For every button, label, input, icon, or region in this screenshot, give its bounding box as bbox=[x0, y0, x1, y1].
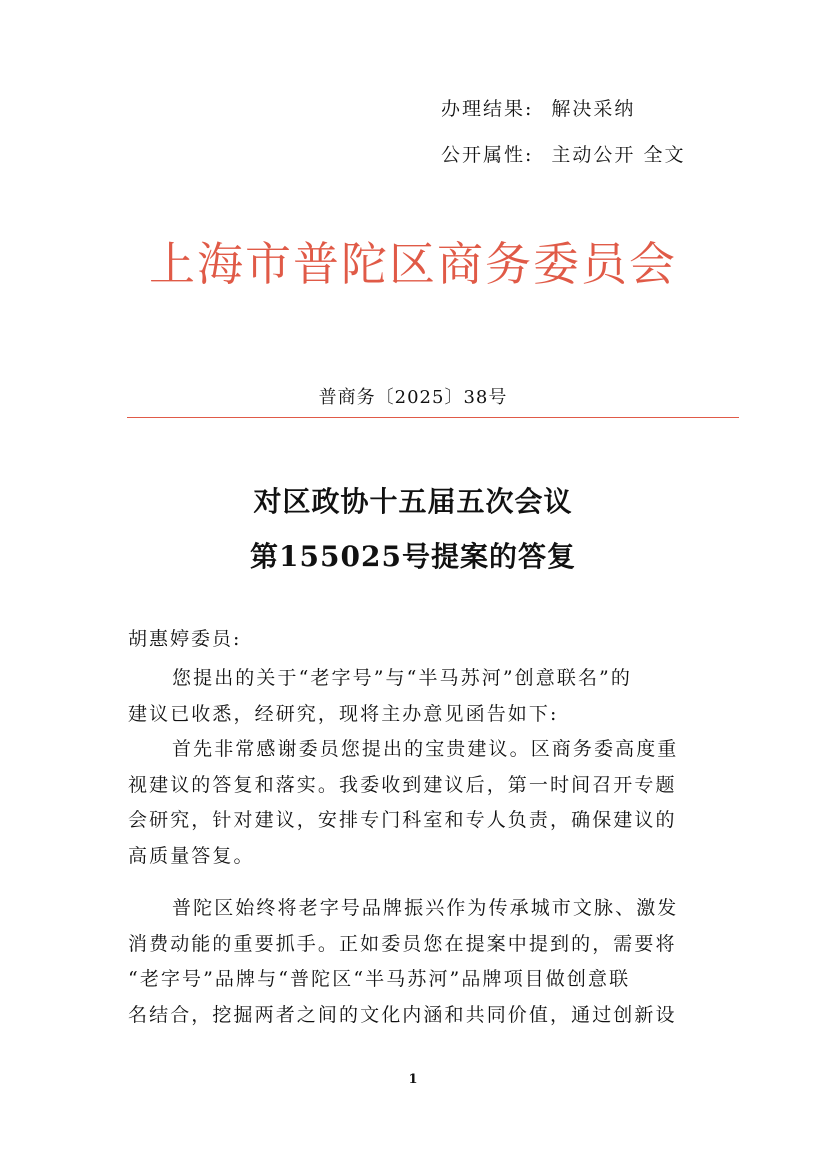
document-title-line-1: 对区政协十五届五次会议 bbox=[253, 485, 573, 518]
paragraph-line: 您提出的关于“老字号”与“半马苏河”创意联名”的 bbox=[172, 667, 632, 689]
paragraph-line: 首先非常感谢委员您提出的宝贵建议。区商务委高度重 bbox=[172, 738, 679, 760]
handling-result-label: 办理结果: bbox=[441, 98, 534, 120]
red-separator-line bbox=[127, 417, 739, 418]
body-paragraph-1 bbox=[128, 661, 708, 732]
body-paragraph-3 bbox=[128, 891, 708, 1033]
paragraph-line: 普陀区始终将老字号品牌振兴作为传承城市文脉、激发 bbox=[172, 897, 679, 919]
handling-result-row bbox=[441, 94, 635, 121]
paragraph-line: “老字号”品牌与“普陀区“半马苏河”品牌项目做创意联 bbox=[128, 968, 631, 990]
paragraph-line: 名结合，挖掘两者之间的文化内涵和共同价值，通过创新设 bbox=[128, 1003, 677, 1026]
issuing-authority-masthead: 上海市普陀区商务委员会 bbox=[149, 237, 677, 291]
disclosure-attribute-label: 公开属性: bbox=[441, 144, 534, 166]
paragraph-line: 消费动能的重要抓手。正如委员您在提案中提到的，需要将 bbox=[128, 932, 677, 955]
paragraph-line: 会研究，针对建议，安排专门科室和专人负责，确保建议的 bbox=[128, 809, 677, 831]
paragraph-line: 高质量答复。 bbox=[128, 844, 255, 867]
document-title-line-2: 第155025号提案的答复 bbox=[250, 540, 576, 573]
document-number: 普商务〔2025〕38号 bbox=[318, 387, 508, 408]
disclosure-attribute-value: 主动公开 全文 bbox=[551, 144, 686, 166]
body-paragraph-2 bbox=[128, 732, 708, 874]
handling-result-value: 解决采纳 bbox=[551, 98, 636, 120]
paragraph-line: 建议已收悉，经研究，现将主办意见函告如下: bbox=[128, 702, 559, 725]
disclosure-attribute-row bbox=[441, 140, 685, 167]
paragraph-line: 视建议的答复和落实。我委收到建议后，第一时间召开专题 bbox=[128, 773, 677, 796]
salutation: 胡惠婷委员: bbox=[128, 628, 242, 650]
page-number: 1 bbox=[408, 1072, 418, 1087]
